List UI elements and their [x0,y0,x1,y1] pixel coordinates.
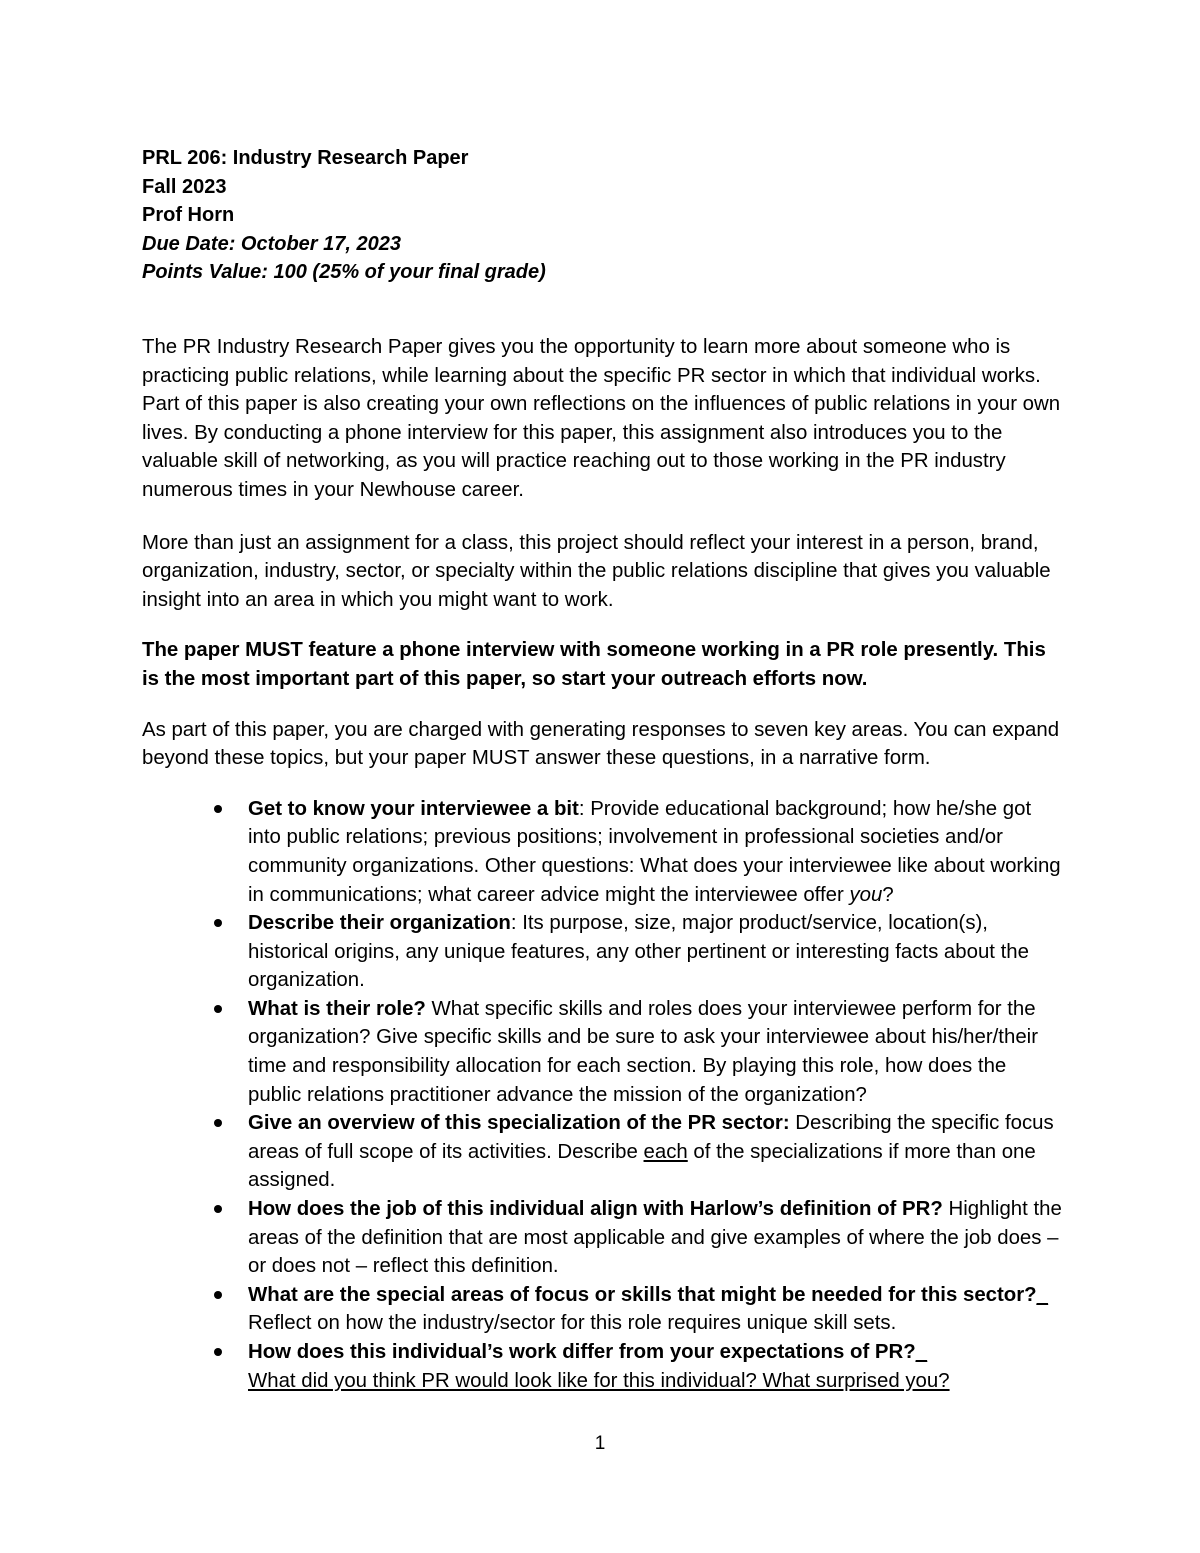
bullet-title: How does this individual’s work differ from your expectations of PR? [248,1341,916,1363]
interest-paragraph: More than just an assignment for a class, this project should reflect your interest in a person, brand, organization, industry, sector, or specialty within the public relations discipline that gives you valuable insight into an area in which you might want to work. [142,531,1051,611]
list-item [142,995,1062,1109]
list-item [142,1338,1062,1395]
bullet-text: : Provide educational background; how he/she got into public relations; previous positions; involvement in professional societies and/or community organizations. Other questions: What does your interviewee like about working in communications; what career advice might the interviewee offer [248,797,1061,906]
bullet-text: Highlight the areas of the definition that are most applicable and give examples of where the job does – or does not – reflect this definition. [248,1198,1062,1278]
bullet-emphasis: you [849,883,883,906]
bullet-text-end: of the specializations if more than one assigned. [248,1140,1036,1192]
course-title: PRL 206: Industry Research Paper [142,147,469,169]
bullet-icon [214,1348,222,1356]
bullet-icon [214,805,222,813]
document-body [142,333,1062,1395]
bullet-text: : Its purpose, size, major product/service, location(s), historical origins, any unique features, any other pertinent or interesting facts about the organization. [248,912,1029,992]
bullet-end: ? [882,883,894,906]
bullet-title: Describe their organization [248,912,511,935]
bullet-text: Describing the specific focus areas of full scope of its activities. Describe [248,1112,1054,1163]
bullet-underscore: _ [915,1341,928,1363]
bullet-text: What did you think PR would look like for this individual? What surprised you? [248,1369,950,1392]
key-areas-paragraph: As part of this paper, you are charged with generating responses to seven key areas. You can expand beyond these topics, but your paper MUST answer these questions, in a narrative form. [142,718,1060,770]
due-date: Due Date: October 17, 2023 [142,232,401,255]
list-item [142,1281,1062,1338]
intro-paragraph: The PR Industry Research Paper gives you the opportunity to learn more about someone who is practicing public relations, while learning about the specific PR sector in which that individual works. Part of this paper is also creating your own reflections on the influences of public relations in your own lives. By conducting a phone interview for this paper, this assignment also introduces you to the valuable skill of networking, as you will practice reaching out to those working in the PR industry numerous times in your Newhouse career. [142,336,1061,501]
bullet-icon [214,1291,222,1299]
term: Fall 2023 [142,175,227,198]
points-value: Points Value: 100 (25% of your final grade) [142,261,546,283]
bullet-underlined-word: each [643,1140,688,1163]
document-header [142,144,546,287]
bullet-title: Get to know your interviewee a bit [248,797,579,820]
list-item [142,909,1062,995]
professor: Prof Horn [142,204,235,226]
list-item [142,1195,1062,1281]
bullet-title: What are the special areas of focus or skills that might be needed for this sector? [248,1283,1037,1306]
list-item [142,1109,1062,1195]
list-item [142,795,1062,909]
bullet-text: What specific skills and roles does your interviewee perform for the organization? Give specific skills and be sure to ask your interviewee about his/her/their time and responsibility allocation for each section. By playing this role, how does the public relations practitioner advance the mission of the organization? [248,997,1038,1106]
bullet-title: How does the job of this individual align with Harlow’s definition of PR? [248,1198,943,1221]
bullet-icon [214,1005,222,1013]
page-number: 1 [594,1433,606,1454]
key-areas-list [142,795,1062,1395]
bullet-underscore: _ [1036,1283,1048,1306]
bullet-title: What is their role? [248,997,426,1020]
bullet-title: Give an overview of this specialization of the PR sector: [248,1112,790,1135]
bullet-icon [214,1119,222,1127]
bullet-icon [214,919,222,927]
bullet-text: Reflect on how the industry/sector for this role requires unique skill sets. [248,1312,897,1335]
interview-requirement: The paper MUST feature a phone interview with someone working in a PR role presently. This is the most important part of this paper, so start your outreach efforts now. [142,639,1046,690]
bullet-icon [214,1205,222,1213]
